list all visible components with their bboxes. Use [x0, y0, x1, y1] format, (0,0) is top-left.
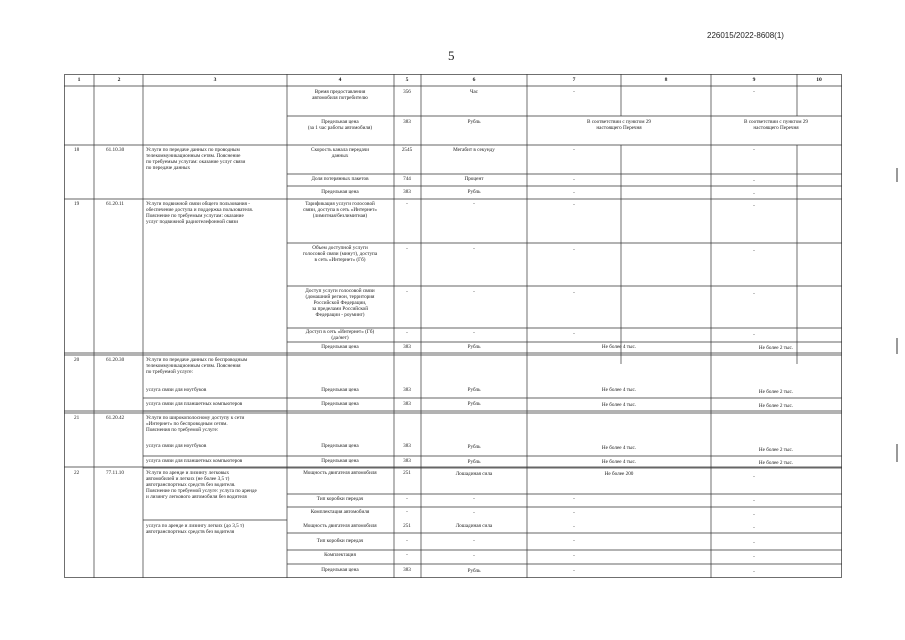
cell-char-name: (лимитная/безлимитная) — [312, 213, 368, 219]
data-table — [64, 74, 842, 578]
cell-dash: - — [573, 290, 575, 296]
cell-okei-code: 383 — [403, 387, 411, 393]
cell-dash: - — [573, 496, 575, 502]
cell-okei-code: 383 — [403, 458, 411, 464]
service-subitem: услуга по аренде и лизингу легких (до 3,5 т) — [146, 523, 244, 529]
cell-dash: - — [573, 331, 575, 337]
cell-dash: - — [473, 496, 475, 502]
col-header-3: 3 — [213, 77, 217, 83]
cell-dash: - — [573, 538, 575, 544]
cell-dash: - — [473, 246, 475, 252]
service-description: по требуемой услуге: — [146, 369, 193, 375]
cell-unit: Рубль — [467, 387, 481, 393]
cell-dash: - — [573, 190, 575, 196]
cell-char-name: Предельная цена — [321, 387, 359, 393]
okpd-code: 61.20.11 — [106, 201, 124, 207]
cell-char-name: Доступ в сеть «Интернет» (Гб) — [305, 329, 375, 335]
cell-char-name: Тип коробки передач — [316, 538, 364, 544]
service-description: услуг подвижной радиотелефонной связи — [146, 219, 239, 225]
col-header-9: 9 — [752, 77, 756, 83]
row-number: 19 — [74, 201, 80, 207]
cell-value: В соответствии с пунктом 29 — [743, 119, 809, 125]
cell-char-name: Комплектация — [324, 552, 356, 558]
cell-value: Не более 2 тыс. — [758, 389, 794, 395]
cell-char-name: данных — [331, 153, 349, 159]
cell-dash: - — [573, 89, 575, 95]
service-description: по передаче данных — [146, 165, 191, 171]
cell-char-name: Доля потерянных пакетов — [311, 176, 369, 182]
col-header-8: 8 — [664, 77, 668, 83]
cell-unit: Мегабит в секунду — [453, 147, 495, 153]
cell-dash: - — [406, 289, 408, 295]
cell-unit: Час — [470, 89, 478, 95]
cell-dash: - — [473, 330, 475, 336]
document-number: 226015/2022-8608(1) — [707, 31, 784, 40]
cell-dash: - — [573, 177, 575, 183]
cell-char-name: Предельная цена — [321, 189, 359, 195]
cell-dash: - — [473, 289, 475, 295]
cell-okei-code: 383 — [403, 344, 411, 350]
cell-dash: - — [753, 89, 755, 95]
cell-value: Не более 4 тыс. — [601, 344, 637, 350]
cell-value: настоящего Перечня — [753, 125, 799, 131]
cell-dash: - — [753, 525, 755, 531]
cell-value: Не более 2 тыс. — [758, 460, 794, 466]
service-description: телекоммуникационным сетям. Пояснение — [146, 153, 241, 159]
cell-okei-code: 383 — [403, 567, 411, 573]
binder-edge — [896, 444, 898, 462]
cell-unit: Рубль — [467, 401, 481, 407]
cell-dash: - — [753, 474, 755, 480]
cell-dash: - — [753, 147, 755, 153]
cell-char-name: Предельная цена — [321, 401, 359, 407]
cell-unit: Лошадиная сила — [455, 523, 493, 529]
col-header-5: 5 — [405, 77, 409, 83]
binder-edge — [896, 338, 898, 354]
binder-edge — [896, 168, 898, 182]
cell-unit: Процент — [464, 176, 484, 182]
cell-dash: - — [406, 496, 408, 502]
service-description: Услуги по передаче данных по проводным — [146, 147, 240, 153]
cell-value: Не более 2 тыс. — [758, 403, 794, 409]
cell-char-name: Российской Федерации, — [313, 300, 367, 306]
cell-char-name: Объем доступной услуги — [312, 245, 368, 251]
cell-char-name: (да/нет) — [331, 335, 349, 341]
service-description: Услуги подвижной связи общего пользования - — [146, 201, 250, 207]
cell-char-name: Комплектация автомобиля — [310, 509, 370, 515]
cell-char-name: в сеть «Интернет» (Гб) — [314, 257, 366, 263]
cell-char-name: связи, доступа в сеть «Интернет» — [303, 207, 377, 213]
cell-value: Не более 4 тыс. — [601, 387, 637, 393]
cell-value: настоящего Перечня — [596, 125, 642, 131]
cell-char-name: Доступ услуги голосовой связи — [305, 288, 375, 294]
cell-value: Не более 2 тыс. — [758, 447, 794, 453]
col-header-1: 1 — [77, 77, 81, 83]
cell-dash: - — [406, 538, 408, 544]
cell-okei-code: 744 — [403, 176, 411, 182]
service-description: автотранспортных средств без водителя. — [146, 482, 236, 488]
service-subitem: услуга связи для ноутбуков — [146, 387, 207, 393]
service-description: Пояснение по требуемым услугам: оказание — [146, 213, 244, 219]
cell-dash: - — [753, 203, 755, 209]
cell-char-name: Предельная цена — [321, 443, 359, 449]
cell-char-name: Предельная цена — [321, 119, 359, 125]
okpd-code: 61.20.30 — [106, 357, 125, 363]
service-description: по требуемым услугам: оказание услуг связи — [146, 159, 246, 165]
service-subitem: автотранспортных средств без водителя — [146, 529, 235, 535]
cell-char-name: Мощность двигателя автомобиля — [303, 470, 377, 476]
cell-char-name: голосовой связи (минут), доступа — [302, 251, 378, 257]
cell-unit: Рубль — [467, 459, 481, 465]
cell-dash: - — [406, 509, 408, 515]
service-description: Услуги по аренде и лизингу легковых — [146, 470, 230, 476]
cell-dash: - — [573, 568, 575, 574]
cell-char-name: Мощность двигателя автомобиля — [303, 523, 377, 529]
col-header-7: 7 — [572, 77, 576, 83]
cell-unit: Рубль — [467, 444, 481, 450]
col-header-2: 2 — [117, 77, 121, 83]
cell-char-name: Время предоставления — [314, 89, 366, 95]
cell-char-name: Федерации - роуминг) — [315, 312, 365, 318]
cell-char-name: Предельная цена — [321, 567, 359, 573]
cell-dash: - — [573, 553, 575, 559]
cell-char-name: за пределами Российской — [311, 306, 369, 312]
cell-dash: - — [573, 247, 575, 253]
cell-char-name: (за 1 час работы автомобиля) — [307, 125, 373, 131]
okpd-code: 61.10.30 — [106, 147, 125, 153]
cell-dash: - — [406, 246, 408, 252]
cell-dash: - — [573, 524, 575, 530]
cell-char-name: автомобиля потребителю — [312, 95, 368, 101]
okpd-code: 61.20.42 — [106, 415, 125, 421]
service-description: обеспечение доступа и поддержка пользователя. — [146, 207, 254, 213]
cell-dash: - — [753, 332, 755, 338]
cell-dash: - — [753, 291, 755, 297]
cell-okei-code: 251 — [403, 523, 411, 529]
okpd-code: 77.11.10 — [106, 470, 124, 476]
cell-okei-code: 383 — [403, 401, 411, 407]
service-subitem: услуга связи для ноутбуков — [146, 443, 207, 449]
row-number: 18 — [74, 147, 80, 153]
service-description: телекоммуникационным сетям. Пояснения — [146, 363, 241, 369]
cell-dash: - — [406, 330, 408, 336]
col-header-6: 6 — [472, 77, 476, 83]
col-header-10: 10 — [816, 77, 822, 83]
cell-dash: - — [473, 510, 475, 516]
service-description: и лизингу легкового автомобиля без водителя — [146, 494, 247, 500]
cell-dash: - — [406, 552, 408, 558]
service-description: автомобилей и легких (не более 3,5 т) — [146, 476, 230, 482]
cell-unit: Рубль — [467, 344, 481, 350]
cell-char-name: Тарификация услуги голосовой — [305, 201, 375, 207]
cell-value: Не более 4 тыс. — [601, 445, 637, 451]
service-description: «Интернет» по беспроводным сетям. — [146, 421, 228, 427]
service-subitem: услуга связи для планшетных компьютеров — [146, 458, 243, 464]
cell-unit: Рубль — [467, 568, 481, 574]
cell-dash: - — [753, 191, 755, 197]
service-subitem: услуга связи для планшетных компьютеров — [146, 401, 243, 407]
service-description: Услуги по передаче данных по беспроводным — [146, 357, 248, 363]
cell-char-name: Скорость канала передачи — [311, 147, 369, 153]
cell-dash: - — [753, 498, 755, 504]
service-description: Пояснение по требуемой услуге: услуга по аренде — [146, 488, 257, 494]
row-number: 22 — [74, 470, 80, 476]
row-number: 20 — [74, 357, 80, 363]
cell-value: Не более 4 тыс. — [601, 402, 637, 408]
cell-dash: - — [753, 512, 755, 518]
cell-value: Не более 200 — [604, 471, 634, 477]
cell-value: Не более 4 тыс. — [601, 459, 637, 465]
cell-dash: - — [753, 554, 755, 560]
cell-okei-code: 2545 — [401, 147, 413, 153]
cell-char-name: (домашний регион, территория — [305, 294, 375, 300]
service-description: Пояснения по требуемой услуге: — [146, 427, 219, 433]
cell-unit: Рубль — [467, 119, 481, 125]
cell-char-name: Предельная цена — [321, 344, 359, 350]
cell-char-name: Предельная цена — [321, 458, 359, 464]
cell-dash: - — [473, 553, 475, 559]
cell-dash: - — [473, 538, 475, 544]
cell-dash: - — [473, 201, 475, 207]
cell-dash: - — [753, 540, 755, 546]
cell-unit: Лошадиная сила — [455, 471, 493, 477]
cell-okei-code: 251 — [403, 470, 411, 476]
cell-dash: - — [573, 147, 575, 153]
cell-dash: - — [753, 569, 755, 575]
cell-okei-code: 356 — [403, 89, 411, 95]
cell-dash: - — [406, 201, 408, 207]
row-number: 21 — [74, 415, 80, 421]
cell-value: В соответствии с пунктом 29 — [586, 119, 652, 125]
cell-dash: - — [573, 202, 575, 208]
page-number: 5 — [448, 48, 455, 63]
col-header-4: 4 — [338, 77, 342, 83]
cell-okei-code: 383 — [403, 189, 411, 195]
cell-dash: - — [573, 510, 575, 516]
cell-value: Не более 2 тыс. — [758, 345, 794, 351]
cell-dash: - — [753, 178, 755, 184]
service-description: Услуги по широкополосному доступу к сети — [146, 415, 245, 421]
cell-okei-code: 383 — [403, 443, 411, 449]
cell-char-name: Тип коробки передач — [316, 496, 364, 502]
cell-okei-code: 383 — [403, 119, 411, 125]
cell-dash: - — [753, 248, 755, 254]
cell-unit: Рубль — [467, 189, 481, 195]
